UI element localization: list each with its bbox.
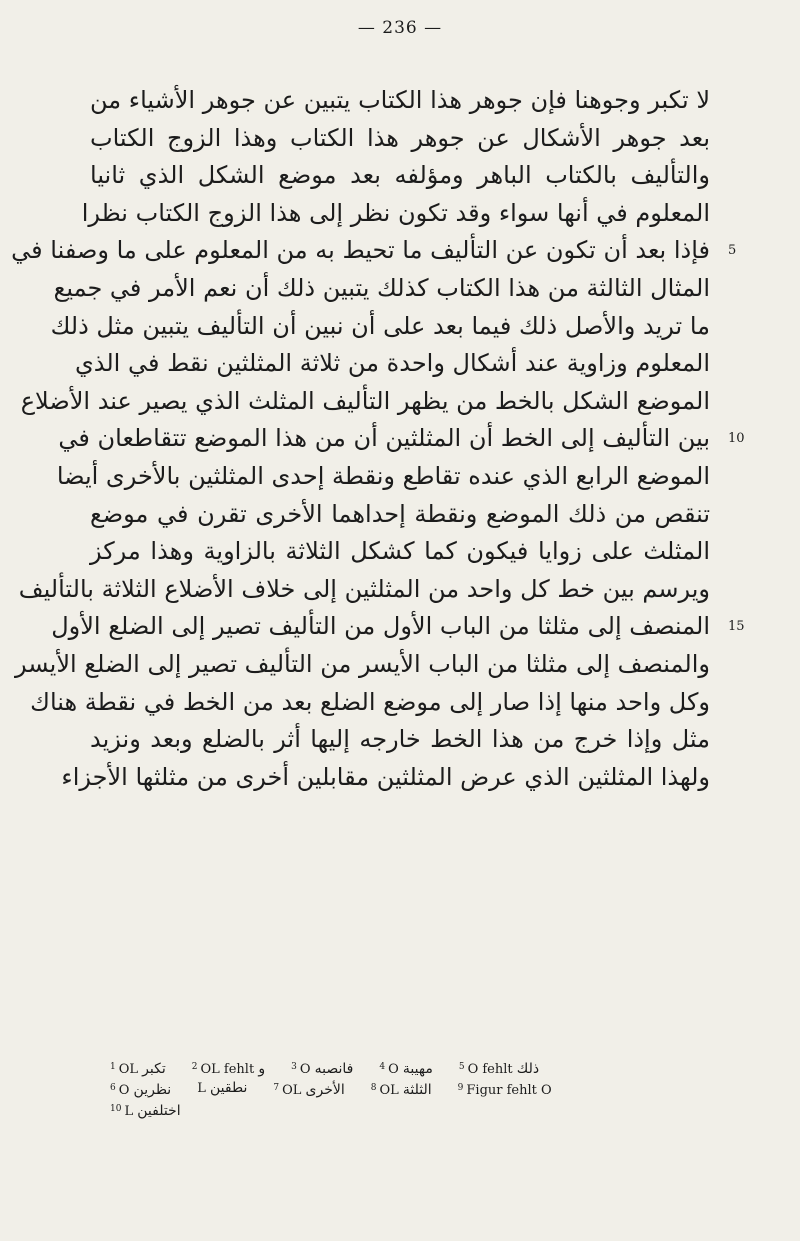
text-line-content: المثال الثالثة من هذا الكتاب كذلك يتبين ذلك أن نعم الأمر في جميع	[53, 273, 710, 302]
footnote-row	[110, 1079, 730, 1100]
footnote	[197, 1079, 247, 1100]
footnote-arabic-variant: ذلك	[516, 1061, 540, 1077]
text-line-content: تنقص من ذلك الموضع ونقطة إحداهما الأخرى تقرن في موضع	[90, 499, 710, 528]
footnote-number: 7	[273, 1083, 280, 1093]
footnote-number: 1	[110, 1062, 116, 1072]
footnote	[459, 1058, 539, 1079]
text-line-content: مثل وإذا خرج من هذا الخط خارجه إليها أثر بالضلع وبعد ونزيد	[90, 725, 710, 754]
footnote-row	[110, 1100, 730, 1121]
footnotes	[110, 1058, 730, 1121]
footnote	[110, 1058, 166, 1079]
text-line-content: المنصف إلى مثلثا من الباب الأول من التأليف تصير إلى الضلع الأول	[51, 612, 710, 641]
footnote-number: 8	[370, 1083, 377, 1093]
footnote-number: 4	[379, 1062, 386, 1072]
footnote	[192, 1058, 265, 1079]
footnote-label: O fehlt	[467, 1062, 513, 1077]
text-line	[50, 308, 710, 346]
text-line-content: بين التأليف إلى الخط أن المثلثين أن من هذا الموضع تتقاطعان في	[58, 424, 710, 453]
text-line-content: ويرسم بين خط كل واحد من المثلثين إلى خلاف الأضلاع الثلاثة بالتأليف	[18, 574, 710, 603]
text-line-content: والمنصف إلى مثلثا من الباب الأيسر من التأليف تصير إلى الضلع الأيسر	[14, 649, 710, 678]
text-line	[90, 533, 710, 571]
footnote-arabic-variant: نظرين	[133, 1082, 172, 1098]
footnote-number: 3	[291, 1062, 297, 1072]
text-line	[90, 157, 710, 195]
text-line	[74, 345, 710, 383]
text-line	[81, 195, 710, 233]
text-line	[18, 571, 710, 609]
text-line	[14, 646, 710, 684]
text-line-content: ما تريد والأصل ذلك فيما بعد على أن نبين أن التأليف يتبين مثل ذلك	[50, 311, 710, 340]
text-line	[90, 82, 710, 120]
text-line-content: المعلوم في أنها سواء وقد تكون نظر إلى هذا الزوج الكتاب نظرا	[81, 198, 710, 227]
footnote-arabic-variant: الأخرى	[305, 1082, 345, 1098]
footnote-arabic-variant: تكبر	[142, 1061, 166, 1077]
footnote	[371, 1079, 432, 1100]
text-line	[61, 759, 710, 797]
footnote-label: OL	[118, 1062, 139, 1077]
text-line	[30, 684, 710, 722]
footnote-number: 9	[457, 1083, 464, 1093]
footnote	[110, 1100, 181, 1121]
footnote	[273, 1079, 344, 1100]
text-line-content: الموضع الرابع الذي عنده تقاطع ونقطة إحدى المثلثين بالأخرى أيضا	[56, 461, 710, 490]
text-line-content: فإذا بعد أن تكون عن التأليف ما تحيط به من المعلوم على ما وصفنا في	[11, 236, 710, 265]
text-line	[53, 270, 710, 308]
footnote-label: OL	[282, 1083, 302, 1098]
text-line-content: وكل واحد منها إذا صار إلى موضع الضلع بعد من الخط في نقطة هناك	[30, 687, 710, 716]
footnote-arabic-variant: نطقين	[210, 1080, 248, 1096]
text-line-content: ولهذا المثلثين الذي عرض المثلثين مقابلين أخرى من مثلثها الأجزاء	[61, 762, 710, 791]
footnote-arabic-variant: مهيبة	[402, 1061, 433, 1077]
text-line	[90, 721, 710, 759]
footnote-label: Figur fehlt O	[466, 1083, 552, 1098]
page-number: — 236 —	[357, 18, 443, 38]
footnote-arabic-variant: اختلفين	[137, 1103, 181, 1119]
footnote-label: L	[197, 1081, 206, 1096]
footnote-arabic-variant: و	[258, 1061, 266, 1077]
text-line	[58, 420, 745, 458]
text-line	[90, 496, 710, 534]
text-line-content: والتأليف بالكتاب الباهر ومؤلفه بعد موضع الشكل الذي ثانيا	[90, 161, 710, 190]
text-line-content: بعد جوهر الأشكال عن جوهر هذا الكتاب وهذا الزوج الكتاب	[90, 123, 710, 152]
text-line	[20, 383, 710, 421]
footnote-row	[110, 1058, 730, 1079]
footnote-arabic-variant: فانصبه	[314, 1061, 354, 1077]
footnote-label: OL	[379, 1083, 399, 1098]
text-line-content: المعلوم وزاوية عند أشكال واحدة من ثلاثة المثلثين نقط في الذي	[74, 349, 710, 378]
text-line-content: لا تكبر وجوهنا فإن جوهر هذا الكتاب يتبين عن جوهر الأشياء من	[90, 86, 710, 114]
footnote	[110, 1079, 171, 1100]
line-number-marker: 15	[728, 619, 745, 635]
text-line	[11, 232, 737, 270]
footnote	[379, 1058, 432, 1079]
footnote	[458, 1079, 552, 1100]
footnote-number: 6	[110, 1083, 116, 1093]
text-line	[51, 608, 745, 646]
main-text	[11, 82, 745, 796]
text-line	[56, 458, 710, 496]
footnote-number: 5	[458, 1062, 465, 1072]
footnote-label: OL fehlt	[200, 1062, 255, 1077]
footnote-arabic-variant: الثلثة	[402, 1082, 432, 1098]
line-number-marker: 10	[728, 431, 745, 447]
footnote-label: O	[388, 1062, 399, 1077]
line-number-marker: 5	[728, 243, 737, 259]
footnote-number: 10	[110, 1104, 122, 1114]
footnote-label: O	[299, 1062, 311, 1077]
text-line	[90, 120, 710, 158]
text-line-content: الموضع الشكل بالخط من يظهر التأليف المثلث الذي يصير عند الأضلاع	[20, 386, 710, 415]
footnote-number: 2	[191, 1062, 198, 1072]
footnote	[291, 1058, 353, 1079]
footnote-label: O	[118, 1083, 130, 1098]
footnote-label: L	[124, 1104, 134, 1119]
text-line-content: المثلث على زوايا فيكون كما كشكل الثلاثة بالزاوية وهذا مركز	[90, 537, 710, 566]
